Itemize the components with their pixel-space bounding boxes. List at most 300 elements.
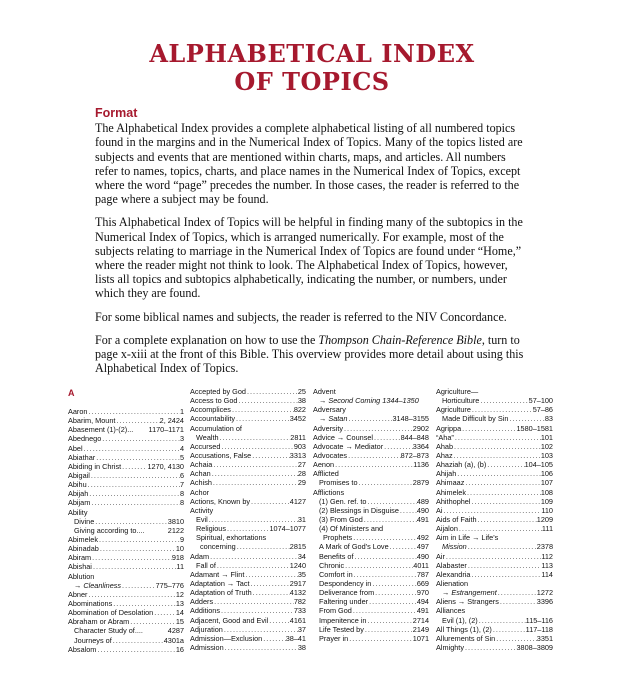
index-entry-number: 113: [541, 560, 553, 570]
index-entry-topic: Adamant → Flint: [190, 569, 245, 579]
dot-leader: [347, 414, 392, 423]
index-entry-number: 844–848: [400, 432, 429, 442]
title-line-1: ALPHABETICAL INDEX: [149, 39, 475, 68]
index-entry-number: 101: [540, 432, 553, 442]
dot-leader: [373, 433, 401, 442]
dot-leader: [121, 581, 156, 590]
index-entry-number: 1272: [536, 588, 553, 598]
dot-leader: [251, 451, 290, 460]
index-entry-topic: Achish: [190, 478, 212, 488]
index-entry-number: 108: [540, 487, 553, 497]
index-entry: [190, 552, 306, 561]
index-entry-number: 489: [416, 496, 429, 506]
index-entry-topic: Promises to: [319, 478, 358, 488]
index-entry: [313, 478, 429, 487]
index-entry: [436, 524, 553, 533]
index-entry: [313, 616, 429, 625]
index-entry-number: 57–86: [532, 405, 553, 415]
dot-leader: [353, 570, 417, 579]
index-entry: [190, 524, 306, 533]
index-entry-topic: Aaron: [68, 407, 88, 416]
index-entry-number: 4127: [289, 496, 306, 506]
index-entry-number: 31: [297, 514, 306, 524]
index-entry-number: 669: [416, 578, 429, 588]
index-entry-topic: Benefits of: [319, 551, 354, 561]
dot-leader: [129, 617, 176, 626]
index-entry-topic: Activity: [190, 505, 214, 515]
index-entry: [436, 506, 553, 515]
index-entry-topic: Aijalon: [436, 524, 458, 534]
index-entry-number: 4161: [289, 615, 306, 625]
index-entry-number: 2149: [412, 624, 429, 634]
index-entry-number: 4: [179, 443, 184, 453]
dot-leader: [352, 533, 417, 542]
index-entry: [313, 542, 429, 551]
dot-leader: [87, 590, 175, 599]
index-entry: [68, 489, 184, 498]
dot-leader: [471, 405, 533, 414]
index-entry: [436, 433, 553, 442]
index-entry-topic: Deliverance from: [319, 588, 375, 598]
dot-leader: [358, 478, 413, 487]
dot-leader: [213, 597, 294, 606]
dot-leader: [237, 396, 297, 405]
paragraph-4: [95, 333, 527, 376]
dot-leader: [495, 634, 537, 643]
index-entry: [436, 570, 553, 579]
dot-leader: [83, 444, 180, 453]
index-entry-number: 2811: [290, 432, 306, 442]
paragraph-2: This Alphabetical Index of Topics will be helpful in finding many of the subtopics in the Numerical Index of Topics, which is arranged numerically. For example, most of the subjects relating to marriage in the Numerical Index of Topics are found under “Home,” where the reader might not think to look. The Alphabetical Index of Topics, however, lists all topics and subtopics alphabetically, indicating the number, or numbers, under which they are found.: [95, 215, 523, 301]
index-entry-number: 3313: [289, 450, 306, 460]
index-entry-topic: Accepted by God: [190, 387, 246, 396]
index-entry-topic: Accumulation of: [190, 423, 242, 433]
index-entry: [68, 480, 184, 489]
index-entry: [68, 562, 184, 571]
index-entry: [68, 599, 184, 608]
index-entry-number: 3: [179, 434, 184, 444]
index-entry-topic: Abihu: [68, 480, 87, 490]
dot-leader: [153, 608, 176, 617]
index-entry-number: 28: [297, 469, 306, 479]
index-entry-number: 1136: [413, 460, 429, 470]
dot-leader: [211, 469, 298, 478]
index-entry-number: 3351: [536, 633, 553, 643]
index-entry: [68, 581, 184, 590]
dot-leader: [366, 497, 416, 506]
index-entry-topic: → Cleanliness: [74, 580, 122, 590]
index-entry-topic: Religious: [196, 524, 227, 534]
index-entry-topic: Aenon: [313, 460, 335, 470]
dot-leader: [464, 478, 540, 487]
index-entry-number: 103: [540, 450, 553, 460]
dot-leader: [492, 625, 526, 634]
index-entry-topic: → Satan: [319, 414, 348, 424]
index-entry: [313, 579, 429, 588]
index-entry-topic: Achan: [190, 469, 211, 479]
index-entry-number: 490: [416, 551, 429, 561]
index-entry: [190, 387, 306, 396]
index-entry-number: 27: [297, 460, 306, 470]
index-entry: [68, 407, 184, 416]
index-entry-topic: A Mark of God’s Love: [319, 542, 389, 552]
index-entry-number: 1: [179, 407, 184, 416]
index-entry-number: 1240: [289, 560, 306, 570]
index-entry: [68, 508, 184, 517]
index-entry: [313, 515, 429, 524]
dot-leader: [456, 469, 541, 478]
paragraph-4-part-1: For a complete explanation on how to use the: [95, 332, 319, 347]
index-entry: [190, 542, 306, 551]
index-entry-number: 782: [293, 597, 306, 607]
index-entry: [68, 553, 184, 562]
index-entry: [68, 517, 184, 526]
index-entry-number: 3808–3809: [516, 642, 553, 652]
index-entry-number: 110: [541, 505, 553, 515]
index-entry-topic: Adversary: [313, 405, 346, 415]
index-column-1: [68, 387, 184, 654]
index-entry: [190, 396, 306, 405]
dot-leader: [458, 524, 542, 533]
index-entry-topic: Adam: [190, 551, 210, 561]
index-entry: [190, 451, 306, 460]
dot-leader: [99, 544, 176, 553]
dot-leader: [90, 471, 180, 480]
index-entry-topic: Abner: [68, 589, 88, 599]
title-line-2: OF TOPICS: [234, 67, 390, 96]
dot-leader: [212, 478, 298, 487]
index-entry-topic: Abiathar: [68, 452, 96, 462]
dot-leader: [209, 552, 298, 561]
index-entry: [190, 588, 306, 597]
index-entry-number: 104–105: [524, 460, 553, 470]
index-entry-number: 114: [541, 569, 553, 579]
index-entry-topic: Accursed: [190, 441, 221, 451]
index-entry: [436, 515, 553, 524]
dot-leader: [112, 599, 176, 608]
index-entry-number: 787: [416, 569, 429, 579]
index-entry-topic: Achor: [190, 487, 210, 497]
index-entry: [190, 488, 306, 497]
index-entry-topic: Abel: [68, 443, 83, 453]
index-entry: [436, 588, 553, 597]
index-entry-number: 490: [416, 505, 429, 515]
dot-leader: [467, 561, 542, 570]
index-entry-topic: Ahaziah (a), (b): [436, 460, 487, 470]
index-entry-number: 38: [297, 642, 306, 652]
dot-leader: [246, 387, 298, 396]
dot-leader: [224, 643, 298, 652]
index-entry-number: 497: [416, 542, 429, 552]
index-entry: [190, 606, 306, 615]
index-entry-number: 115–116: [525, 615, 553, 625]
index-entry-topic: Ahab: [436, 441, 454, 451]
dot-leader: [98, 535, 180, 544]
intro-section: [95, 106, 527, 384]
index-entry: [436, 606, 553, 615]
index-entry-number: 7: [179, 480, 184, 490]
index-entry-number: 3148–3155: [392, 414, 429, 424]
index-entry-number: 34: [297, 551, 306, 561]
index-entry-topic: Fall of: [196, 560, 216, 570]
index-entry-topic: Abednego: [68, 434, 102, 444]
dot-leader: [94, 517, 167, 526]
index-entry-topic: Ahijah: [436, 469, 457, 479]
dot-leader: [220, 442, 293, 451]
index-entry-topic: → Estrangement: [442, 588, 497, 598]
index-entry: [313, 387, 429, 396]
index-entry: [436, 643, 553, 652]
index-entry: [436, 533, 553, 542]
index-entry: [436, 460, 553, 469]
dot-leader: [445, 552, 541, 561]
index-entry-number: 491: [416, 606, 429, 616]
index-entry-number: 1071: [412, 633, 429, 643]
dot-leader: [389, 542, 417, 551]
index-entry: [190, 597, 306, 606]
dot-leader: [366, 616, 412, 625]
index-entry: [313, 524, 429, 533]
index-entry-topic: Abasement (1)-(2)...: [68, 425, 134, 435]
index-entry-number: 2714: [412, 615, 429, 625]
index-entry-topic: Adaptation → Tact: [190, 578, 250, 588]
dot-leader: [343, 424, 413, 433]
dot-leader: [87, 480, 180, 489]
index-entry-topic: Advice → Counsel: [313, 432, 374, 442]
index-entry: [436, 597, 553, 606]
index-entry-topic: Abishai: [68, 562, 92, 572]
index-entry: [190, 616, 306, 625]
dot-leader: [121, 462, 147, 471]
index-entry: [68, 444, 184, 453]
index-entry: [190, 515, 306, 524]
dot-leader: [352, 606, 417, 615]
index-entry: [313, 570, 429, 579]
index-entry-topic: Abomination of Desolation: [68, 608, 154, 618]
index-entry-topic: Mission: [442, 542, 467, 552]
index-entry-topic: “Aha”: [436, 432, 454, 442]
index-entry: [313, 625, 429, 634]
index-entry-number: 111: [541, 524, 553, 534]
index-entry-topic: Advocate → Mediator: [313, 441, 384, 451]
dot-leader: [461, 424, 516, 433]
index-entry: [436, 387, 553, 396]
index-entry-topic: Despondency in: [319, 578, 372, 588]
index-entry-topic: Faltering under: [319, 597, 369, 607]
index-entry-number: 83: [544, 414, 553, 424]
dot-leader: [364, 625, 413, 634]
index-entry-topic: Ahimelek: [436, 487, 467, 497]
index-entry: [436, 542, 553, 551]
index-entry-number: 4132: [289, 588, 306, 598]
index-entry-topic: Spiritual, exhortations: [196, 533, 267, 543]
index-entry-number: 14: [175, 608, 184, 618]
index-entry: [190, 442, 306, 451]
index-entry: [436, 634, 553, 643]
index-entry-number: 2902: [412, 423, 429, 433]
index-entry-topic: → Second Coming 1344–1350: [319, 396, 419, 406]
dot-leader: [467, 542, 537, 551]
index-entry-topic: Access to God: [190, 396, 238, 406]
index-entry-number: 1270, 4130: [147, 461, 184, 471]
index-entry-topic: (3) From God: [319, 514, 363, 524]
index-entry: [313, 561, 429, 570]
dot-leader: [348, 634, 413, 643]
index-entry: [436, 478, 553, 487]
index-entry: [436, 552, 553, 561]
index-entry-topic: Abimelek: [68, 534, 99, 544]
index-entry-topic: Aids of Faith: [436, 514, 477, 524]
page-title: [0, 40, 624, 96]
index-entry-topic: Additions: [190, 606, 221, 616]
index-entry-number: 12: [175, 589, 184, 599]
index-entry-topic: Impenitence in: [319, 615, 367, 625]
index-entry: [190, 643, 306, 652]
index-entry: [313, 451, 429, 460]
dot-leader: [478, 616, 526, 625]
index-entry-topic: Abiram: [68, 553, 92, 563]
index-entry: [190, 625, 306, 634]
index-entry-topic: Agrippa: [436, 423, 462, 433]
index-entry-topic: Ablution: [68, 571, 95, 581]
index-entry-number: 37: [297, 624, 306, 634]
index-entry-topic: Divine: [74, 516, 95, 526]
index-entry-number: 3364: [412, 441, 429, 451]
index-entry-topic: Afflictions: [313, 487, 345, 497]
index-entry-topic: (2) Blessings in Disguise: [319, 505, 399, 515]
index-entry-topic: Adjacent, Good and Evil: [190, 615, 269, 625]
dot-leader: [363, 515, 417, 524]
index-entry-number: 8: [179, 489, 184, 499]
index-entry-topic: Adversity: [313, 423, 344, 433]
index-entry-topic: Absalom: [68, 644, 97, 654]
dot-leader: [112, 636, 164, 645]
dot-leader: [92, 562, 176, 571]
index-entry-topic: Prayer in: [319, 633, 349, 643]
index-entry-number: 35: [297, 569, 306, 579]
index-entry-number: 2, 2424: [159, 416, 184, 426]
paragraph-4-part-2: , turn to page x-xiii at the front of this Bible. This overview provides more detail about using this Alphabetical Index of Topics.: [95, 332, 524, 376]
index-entry-number: 1580–1581: [516, 423, 553, 433]
dot-leader: [220, 606, 294, 615]
index-entry: [190, 634, 306, 643]
index-entry-number: 822: [293, 405, 306, 415]
index-entry-number: 38–41: [285, 633, 306, 643]
index-entry-topic: Life Tested by: [319, 624, 364, 634]
index-entry: [68, 453, 184, 462]
index-entry: [190, 570, 306, 579]
index-column-2: [190, 387, 306, 652]
index-entry: [68, 626, 184, 635]
index-entry-topic: Admission—Exclusion: [190, 633, 263, 643]
index-entry-number: 15: [175, 617, 184, 627]
index-entry-number: 970: [416, 588, 429, 598]
index-entry: [313, 597, 429, 606]
index-entry: [436, 616, 553, 625]
index-entry-topic: Adjuration: [190, 624, 223, 634]
dot-leader: [250, 497, 290, 506]
index-entry: [313, 634, 429, 643]
index-entry-topic: Journeys of: [74, 635, 112, 645]
index-entry-topic: Comfort in: [319, 569, 353, 579]
index-entry: [313, 497, 429, 506]
index-entry-number: 491: [416, 514, 429, 524]
index-entry: [68, 535, 184, 544]
index-entry: [68, 462, 184, 471]
dot-leader: [95, 453, 180, 462]
index-entry: [313, 469, 429, 478]
index-entry: [436, 579, 553, 588]
index-entry-topic: From God: [319, 606, 352, 616]
index-entry-topic: Alienation: [436, 578, 469, 588]
index-entry-number: 11: [176, 562, 184, 572]
index-entry: [313, 396, 429, 405]
index-entry-topic: Ai: [436, 505, 443, 515]
index-entry: [68, 645, 184, 654]
index-entry-topic: Ability: [68, 507, 88, 517]
index-entry-number: 1074–1077: [269, 524, 306, 534]
index-entry-number: 1170–1171: [148, 425, 184, 435]
index-entry-number: 918: [171, 553, 184, 563]
index-entry-topic: Advent: [313, 387, 336, 396]
index-entry: [68, 425, 184, 434]
dot-leader: [244, 570, 298, 579]
dot-leader: [399, 506, 417, 515]
index-entry: [68, 434, 184, 443]
dot-leader: [453, 442, 541, 451]
index-entry: [190, 469, 306, 478]
index-entry: [68, 572, 184, 581]
index-entry-number: 5: [179, 452, 184, 462]
index-entry-number: 57–100: [528, 396, 553, 406]
index-entry-topic: Aliens → Strangers: [436, 597, 499, 607]
index-entry-topic: Alabaster: [436, 560, 467, 570]
index-entry-number: 8: [179, 498, 184, 508]
index-entry: [68, 544, 184, 553]
index-entry: [313, 533, 429, 542]
index-entry: [313, 552, 429, 561]
index-entry: [313, 506, 429, 515]
index-entry: [190, 478, 306, 487]
dot-leader: [268, 616, 289, 625]
index-entry: [68, 471, 184, 480]
index-entry-topic: Advocates: [313, 450, 348, 460]
index-entry-topic: Agriculture—: [436, 387, 479, 396]
dot-leader: [88, 489, 180, 498]
index-entry: [436, 497, 553, 506]
index-entry: [68, 590, 184, 599]
dot-leader: [91, 553, 172, 562]
index-entry-number: 4011: [413, 560, 429, 570]
index-entry-topic: Ahaz: [436, 450, 453, 460]
index-entry-topic: Prophets: [323, 533, 353, 543]
index-entry-topic: Abraham or Abram: [68, 617, 130, 627]
index-entry-topic: Admission: [190, 642, 224, 652]
dot-leader: [453, 451, 541, 460]
dot-leader: [479, 396, 528, 405]
dot-leader: [464, 643, 516, 652]
index-entry-number: 2378: [536, 542, 553, 552]
dot-leader: [499, 597, 537, 606]
index-entry-number: 38: [297, 396, 306, 406]
index-entry-topic: Abijam: [68, 498, 91, 508]
index-entry: [190, 405, 306, 414]
dot-leader: [226, 524, 269, 533]
index-entry-number: 112: [541, 551, 553, 561]
index-column-4: [436, 387, 553, 652]
index-entry-number: 872–873: [400, 450, 429, 460]
dot-leader: [353, 552, 416, 561]
